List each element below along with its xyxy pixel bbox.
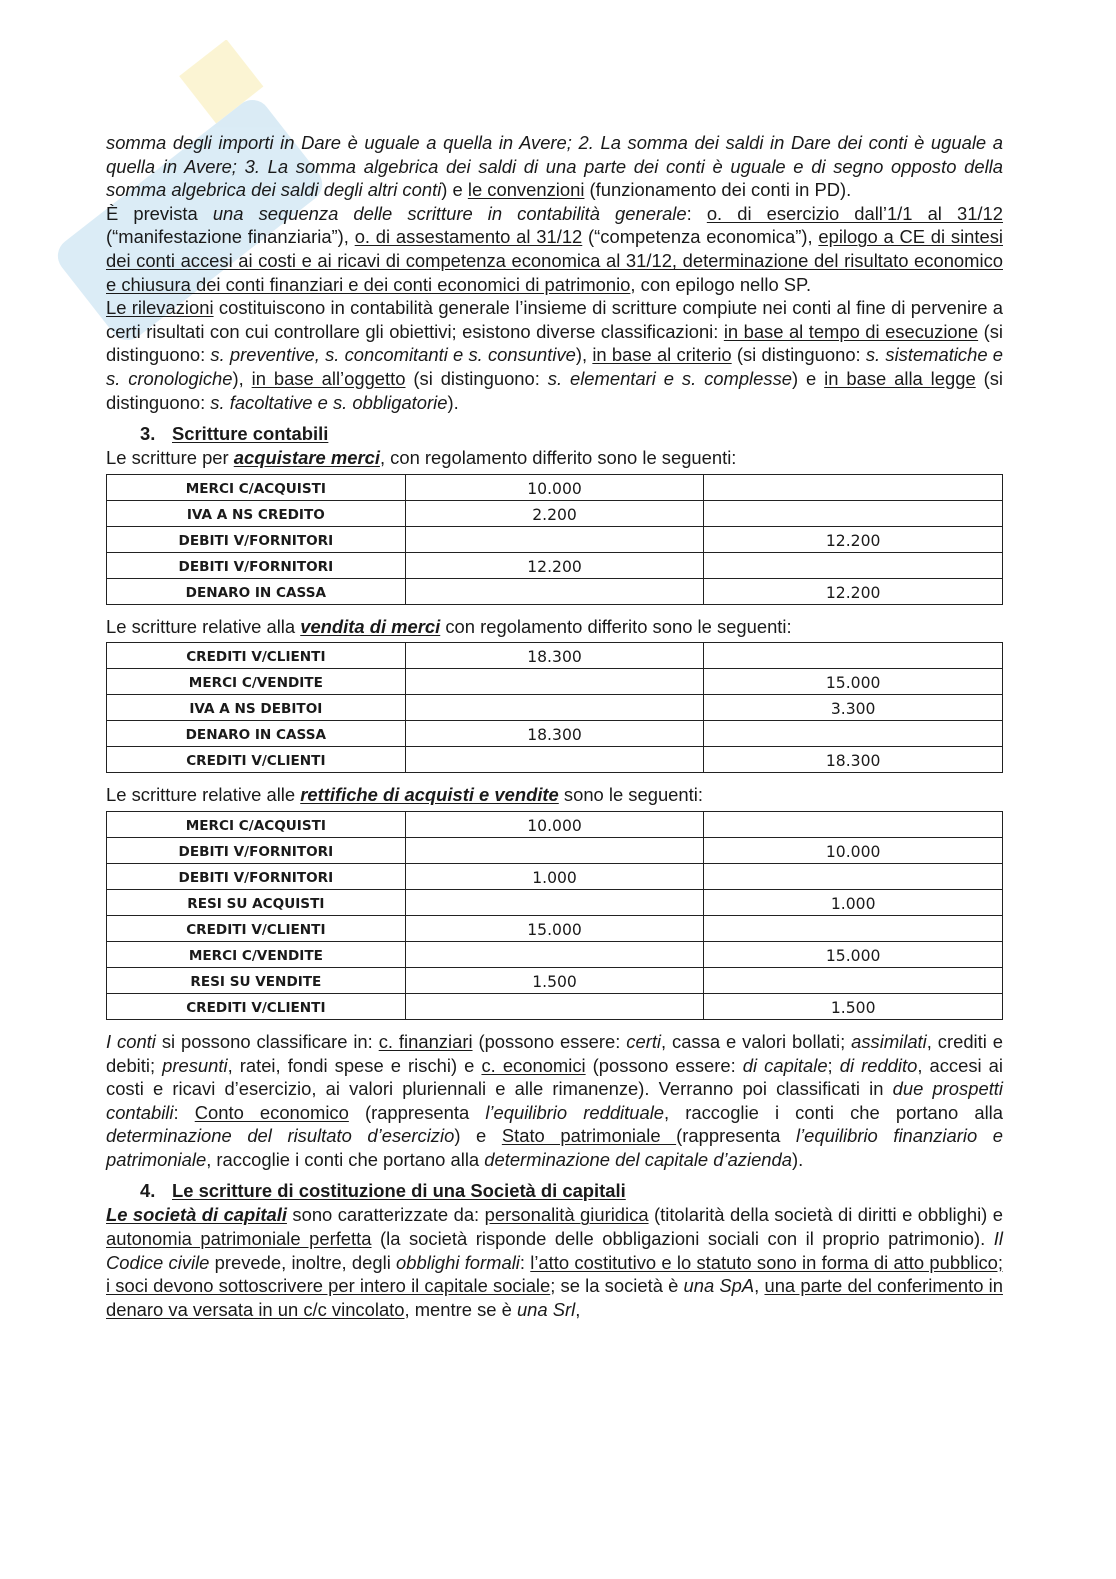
paragraph-societa — [106, 1203, 1003, 1321]
text-run: Le società di capitali — [106, 1204, 287, 1226]
text-run: , con epilogo nello SP. — [630, 273, 812, 295]
account-cell: DENARO IN CASSA — [107, 578, 406, 604]
text-run: Le scritture relative alla — [106, 615, 301, 637]
avere-cell: 3.300 — [704, 695, 1003, 721]
table-row — [107, 643, 1003, 669]
avere-cell — [704, 721, 1003, 747]
avere-cell: 15.000 — [704, 941, 1003, 967]
paragraph-sequence — [106, 202, 1003, 296]
text-run: certi — [626, 1030, 662, 1052]
table-row — [107, 474, 1003, 500]
text-run: vendita di merci — [300, 615, 441, 637]
account-cell: MERCI C/VENDITE — [107, 941, 406, 967]
text-run: prevede, inoltre, degli — [209, 1251, 397, 1273]
text-run: in base al criterio — [592, 344, 732, 366]
account-cell: DEBITI V/FORNITORI — [107, 837, 406, 863]
avere-cell: 1.000 — [704, 889, 1003, 915]
account-cell: RESI SU VENDITE — [107, 967, 406, 993]
text-run: c. economici — [481, 1054, 586, 1076]
text-run: s. facoltative e s. obbligatorie — [210, 391, 448, 413]
text-run: c. finanziari — [378, 1030, 473, 1052]
paragraph-rilevazioni — [106, 296, 1003, 414]
section-number: 3. — [140, 423, 156, 445]
account-cell: DEBITI V/FORNITORI — [107, 526, 406, 552]
account-cell: DEBITI V/FORNITORI — [107, 552, 406, 578]
text-run: costituiscono in contabilità generale l’insieme di scritture compiute nei conti al fine di pervenire a certi risultati con cui controllare gli obiettivi; esistono diverse classificazioni: — [106, 297, 1003, 342]
text-run: di reddito — [839, 1054, 918, 1076]
text-run: con regolamento differito sono le seguenti: — [440, 615, 792, 637]
text-run: , cassa e valori bollati; — [661, 1030, 852, 1052]
text-run: ; se la società è — [550, 1275, 684, 1297]
text-run: acquistare merci — [233, 447, 380, 469]
sales-entries-table — [106, 642, 1003, 773]
text-run: l’equilibrio reddituale — [485, 1101, 665, 1123]
table-row — [107, 747, 1003, 773]
account-cell: CREDITI V/CLIENTI — [107, 993, 406, 1019]
text-run: in base al tempo di esecuzione — [723, 320, 979, 342]
text-run: : — [519, 1251, 531, 1273]
text-run: sono caratterizzate da: — [286, 1204, 485, 1226]
account-cell: DENARO IN CASSA — [107, 721, 406, 747]
dare-cell — [405, 889, 704, 915]
dare-cell: 1.000 — [405, 863, 704, 889]
account-cell: MERCI C/VENDITE — [107, 669, 406, 695]
text-run: in base alla legge — [824, 367, 976, 389]
text-run: presunti — [162, 1054, 228, 1076]
dare-cell: 10.000 — [405, 811, 704, 837]
text-run: (si distinguono: — [731, 344, 866, 366]
avere-cell: 12.200 — [704, 578, 1003, 604]
table-row — [107, 811, 1003, 837]
table-row — [107, 695, 1003, 721]
text-run: in base all’oggetto — [251, 367, 406, 389]
text-run: una SpA — [683, 1275, 755, 1297]
text-run: : — [173, 1101, 195, 1123]
text-run: assimilati — [851, 1030, 927, 1052]
dare-cell: 12.200 — [405, 552, 704, 578]
text-run: (si distinguono: — [405, 367, 548, 389]
text-run: È prevista — [106, 202, 213, 224]
text-run: ) e — [792, 367, 825, 389]
dare-cell — [405, 669, 704, 695]
document-page — [106, 131, 1003, 1321]
text-run: (funzionamento dei conti in PD). — [584, 179, 852, 201]
text-run: s. preventive, s. concomitanti e s. consuntive — [210, 344, 576, 366]
text-run: (“competenza economica”), — [582, 226, 819, 248]
text-run: , — [754, 1275, 765, 1297]
dare-cell: 1.500 — [405, 967, 704, 993]
section-number: 4. — [140, 1180, 156, 1202]
avere-cell: 18.300 — [704, 747, 1003, 773]
text-run: determinazione del capitale d’azienda — [484, 1148, 792, 1170]
text-run: Conto economico — [194, 1101, 349, 1123]
table-row — [107, 915, 1003, 941]
dare-cell — [405, 993, 704, 1019]
table-row — [107, 526, 1003, 552]
table-row — [107, 863, 1003, 889]
text-run: Le scritture per — [106, 447, 234, 469]
table-row — [107, 721, 1003, 747]
text-run: l’atto costitutivo e lo statuto sono in forma di atto pubblico; i soci devono sottoscrivere per intero il capitale sociale — [106, 1251, 1003, 1297]
avere-cell — [704, 811, 1003, 837]
account-cell: CREDITI V/CLIENTI — [107, 643, 406, 669]
account-cell: IVA A NS DEBITOI — [107, 695, 406, 721]
text-run: l’equilibrio finanziario e patrimoniale — [106, 1125, 1003, 1170]
account-cell: RESI SU ACQUISTI — [107, 889, 406, 915]
table-row — [107, 941, 1003, 967]
section-title: Le scritture di costituzione di una Società di capitali — [172, 1180, 626, 1202]
avere-cell — [704, 967, 1003, 993]
text-run: , — [575, 1298, 581, 1320]
paragraph-conti — [106, 1030, 1003, 1172]
dare-cell — [405, 837, 704, 863]
text-run: una parte del conferimento in denaro va versata in un c/c vincolato — [106, 1275, 1003, 1320]
avere-cell: 10.000 — [704, 837, 1003, 863]
account-cell: CREDITI V/CLIENTI — [107, 915, 406, 941]
intro-purchase — [106, 446, 1003, 470]
dare-cell — [405, 526, 704, 552]
section-title: Scritture contabili — [172, 423, 329, 445]
avere-cell: 15.000 — [704, 669, 1003, 695]
purchase-entries-table — [106, 474, 1003, 605]
text-run: ), — [232, 367, 252, 389]
dare-cell — [405, 941, 704, 967]
text-run: , con regolamento differito sono le seguenti: — [379, 447, 737, 469]
table-row — [107, 669, 1003, 695]
text-run: personalità giuridica — [484, 1204, 649, 1226]
text-run: due prospetti contabili — [106, 1078, 1003, 1123]
avere-cell — [704, 915, 1003, 941]
text-run: (si distinguono: — [106, 320, 1003, 366]
text-run: rettifiche di acquisti e vendite — [300, 784, 559, 806]
avere-cell: 1.500 — [704, 993, 1003, 1019]
intro-adjustments — [106, 783, 1003, 807]
text-run: ) e — [441, 179, 468, 201]
account-cell: CREDITI V/CLIENTI — [107, 747, 406, 773]
text-run: ). — [447, 391, 459, 413]
text-run: una sequenza delle scritture in contabilità generale — [212, 202, 687, 224]
text-run: Le scritture relative alle — [106, 784, 301, 806]
table-row — [107, 993, 1003, 1019]
text-run: obblighi formali — [396, 1251, 520, 1273]
text-run: (rappresenta — [348, 1101, 486, 1123]
text-run: : — [686, 202, 707, 224]
watermark-accent — [179, 40, 263, 123]
avere-cell: 12.200 — [704, 526, 1003, 552]
text-run: Le rilevazioni — [106, 297, 214, 319]
text-run: (la società risponde delle obbligazioni sociali con il proprio patrimonio). — [371, 1228, 994, 1250]
avere-cell — [704, 474, 1003, 500]
intro-sales — [106, 615, 1003, 639]
text-run: , ratei, fondi spese e rischi) e — [227, 1054, 482, 1076]
text-run: o. di assestamento al 31/12 — [354, 226, 583, 248]
text-run: ; — [827, 1054, 840, 1076]
account-cell: MERCI C/ACQUISTI — [107, 811, 406, 837]
table-row — [107, 578, 1003, 604]
text-run: di capitale — [742, 1054, 828, 1076]
text-run: , mentre se è — [404, 1298, 517, 1320]
dare-cell: 18.300 — [405, 643, 704, 669]
text-run: s. elementari e s. complesse — [547, 367, 792, 389]
account-cell: MERCI C/ACQUISTI — [107, 474, 406, 500]
text-run: o. di esercizio dall’1/1 al 31/12 — [706, 202, 1003, 224]
avere-cell — [704, 863, 1003, 889]
avere-cell — [704, 500, 1003, 526]
dare-cell: 10.000 — [405, 474, 704, 500]
text-run: le convenzioni — [467, 179, 585, 201]
text-run: determinazione del risultato d’esercizio — [106, 1125, 455, 1147]
dare-cell: 2.200 — [405, 500, 704, 526]
text-run: (“manifestazione finanziaria”), — [106, 226, 355, 248]
text-run: autonomia patrimoniale perfetta — [106, 1228, 372, 1250]
account-cell: IVA A NS CREDITO — [107, 500, 406, 526]
text-run: ), — [575, 344, 593, 366]
text-run: , raccoglie i conti che portano alla — [664, 1101, 1003, 1123]
text-run: (possono essere: — [585, 1054, 743, 1076]
text-run: s. sistematiche e s. cronologiche — [106, 344, 1004, 389]
section-heading-4 — [106, 1179, 1003, 1203]
text-run: epilogo a CE di sintesi dei conti accesi ai costi e ai ricavi di competenza economica al 31/12, determinazione del risultato economico e chiusura dei conti finanziari e dei conti economici di patrimonio — [106, 226, 1003, 295]
avere-cell — [704, 643, 1003, 669]
text-run: (rappresenta — [676, 1125, 796, 1147]
text-run: , raccoglie i conti che portano alla — [206, 1148, 485, 1170]
text-run: (si distinguono: — [106, 367, 1003, 413]
table-row — [107, 837, 1003, 863]
text-run: sono le seguenti: — [558, 784, 703, 806]
paragraph-rules — [106, 131, 1003, 202]
text-run: ) e — [454, 1125, 502, 1147]
table-row — [107, 967, 1003, 993]
text-run: somma degli importi in Dare è uguale a quella in Avere; 2. La somma dei saldi in Dare dei conti è uguale a quella in Avere; 3. La somma algebrica dei saldi di una parte dei conti è uguale e di segno opposto della somma algebrica dei saldi degli altri conti — [106, 132, 1003, 201]
table-row — [107, 552, 1003, 578]
text-run: (titolarità della società di diritti e obblighi) e — [648, 1204, 1003, 1226]
text-run: I conti — [106, 1030, 156, 1052]
dare-cell: 18.300 — [405, 721, 704, 747]
text-run: , crediti e debiti; — [106, 1030, 1003, 1076]
account-cell: DEBITI V/FORNITORI — [107, 863, 406, 889]
text-run: si possono classificare in: — [155, 1030, 379, 1052]
text-run: (possono essere: — [472, 1030, 627, 1052]
dare-cell: 15.000 — [405, 915, 704, 941]
text-run: Stato patrimoniale — [501, 1125, 677, 1147]
adjustment-entries-table — [106, 811, 1003, 1020]
text-run: una Srl — [516, 1298, 576, 1320]
dare-cell — [405, 695, 704, 721]
table-row — [107, 500, 1003, 526]
section-heading-3 — [106, 422, 1003, 446]
text-run: Il Codice civile — [106, 1228, 1003, 1273]
text-run: , accesi ai costi e ricavi d’esercizio, ai valori pluriennali e alle rimanenze). Verranno poi classificati in — [106, 1054, 1003, 1100]
text-run: ). — [792, 1148, 804, 1170]
avere-cell — [704, 552, 1003, 578]
dare-cell — [405, 578, 704, 604]
table-row — [107, 889, 1003, 915]
dare-cell — [405, 747, 704, 773]
